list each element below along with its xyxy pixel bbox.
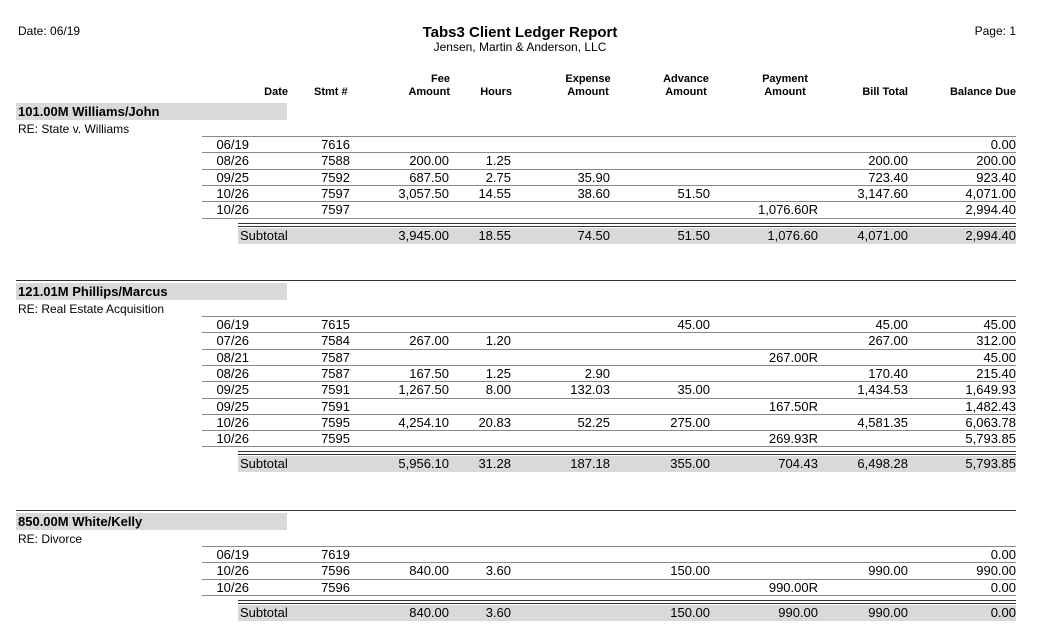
cell-bill: 990.00 [868,563,908,579]
subtotal-advance: 150.00 [670,604,710,620]
cell-balance: 312.00 [976,333,1016,349]
table-row [0,415,1040,431]
table-row [0,431,1040,447]
subtotal-rule [238,603,1016,604]
cell-balance: 45.00 [983,349,1016,365]
subtotal-row [0,228,1040,244]
cell-date: 08/26 [216,365,249,381]
cell-date: 10/26 [216,431,249,447]
table-row [0,350,1040,366]
cell-bill: 3,147.60 [857,185,908,201]
cell-date: 09/25 [216,398,249,414]
cell-expense: 38.60 [577,185,610,201]
cell-stmt: 7597 [321,185,350,201]
col-advance-header-2: Amount [665,86,707,98]
subtotal-advance: 355.00 [670,456,710,472]
cell-bill: 267.00 [868,333,908,349]
subtotal-label: Subtotal [240,227,288,243]
cell-fee: 687.50 [409,169,449,185]
client-separator-line [16,280,1016,281]
cell-date: 08/21 [216,349,249,365]
cell-fee: 167.50 [409,365,449,381]
cell-balance: 5,793.85 [965,431,1016,447]
subtotal-balance: 5,793.85 [965,456,1016,472]
cell-hours: 1.25 [485,153,511,169]
cell-hours: 3.60 [485,563,511,579]
cell-stmt: 7619 [321,547,350,562]
table-row [0,170,1040,186]
subtotal-fee: 5,956.10 [398,456,449,472]
cell-balance: 45.00 [983,317,1016,332]
table-row [0,186,1040,202]
cell-hours: 8.00 [485,382,511,398]
subtotal-payment: 704.43 [778,456,818,472]
table-row [0,580,1040,596]
cell-bill: 200.00 [868,153,908,169]
cell-balance: 990.00 [976,563,1016,579]
row-divider [202,595,1016,596]
cell-balance: 0.00 [990,547,1016,562]
cell-date: 10/26 [216,202,249,218]
cell-date: 08/26 [216,153,249,169]
cell-advance: 45.00 [677,317,710,332]
cell-stmt: 7595 [321,431,350,447]
subtotal-row [0,456,1040,472]
cell-payment: 269.93R [768,431,818,447]
cell-advance: 275.00 [670,414,710,430]
cell-balance: 215.40 [976,365,1016,381]
col-bill-total-header: Bill Total [862,86,908,98]
cell-bill: 170.40 [868,365,908,381]
subtotal-hours: 18.55 [478,227,511,243]
col-balance-due-header: Balance Due [949,86,1016,98]
cell-bill: 4,581.35 [857,414,908,430]
subtotal-payment: 1,076.60 [767,227,818,243]
table-row [0,547,1040,563]
col-advance-header-1: Advance [663,73,709,85]
cell-stmt: 7615 [321,317,350,332]
cell-stmt: 7587 [321,365,350,381]
table-row [0,137,1040,153]
table-row [0,202,1040,218]
subtotal-rule [238,223,1016,224]
cell-date: 06/19 [216,137,249,152]
subtotal-rule [238,451,1016,452]
subtotal-bill: 6,498.28 [857,456,908,472]
subtotal-balance: 2,994.40 [965,227,1016,243]
cell-hours: 1.20 [485,333,511,349]
client-matter: RE: Divorce [18,532,83,546]
cell-hours: 1.25 [485,365,511,381]
cell-fee: 267.00 [409,333,449,349]
client-name: 101.00M Williams/John [18,104,160,119]
col-date-header: Date [264,86,288,98]
col-fee-header-2: Amount [408,86,450,98]
cell-advance: 51.50 [677,185,710,201]
table-row [0,399,1040,415]
firm-name: Jensen, Martin & Anderson, LLC [433,40,607,54]
cell-date: 06/19 [216,317,249,332]
cell-payment: 267.00R [768,349,818,365]
cell-bill: 1,434.53 [857,382,908,398]
cell-balance: 2,994.40 [965,202,1016,218]
subtotal-rule [238,226,1016,227]
cell-stmt: 7592 [321,169,350,185]
col-payment-header-1: Payment [762,73,808,85]
subtotal-label: Subtotal [240,604,288,620]
cell-advance: 35.00 [677,382,710,398]
cell-fee: 3,057.50 [398,185,449,201]
cell-date: 10/26 [216,579,249,595]
cell-stmt: 7597 [321,202,350,218]
subtotal-rule [238,600,1016,601]
col-hours-header: Hours [480,86,512,98]
subtotal-fee: 3,945.00 [398,227,449,243]
cell-hours: 14.55 [478,185,511,201]
cell-bill: 723.40 [868,169,908,185]
cell-hours: 2.75 [485,169,511,185]
cell-balance: 6,063.78 [965,414,1016,430]
cell-stmt: 7591 [321,382,350,398]
cell-date: 10/26 [216,414,249,430]
cell-balance: 0.00 [990,579,1016,595]
cell-stmt: 7591 [321,398,350,414]
cell-payment: 167.50R [768,398,818,414]
subtotal-rule [238,454,1016,455]
cell-payment: 990.00R [768,579,818,595]
cell-stmt: 7616 [321,137,350,152]
cell-balance: 1,482.43 [965,398,1016,414]
col-stmt-header: Stmt # [314,86,348,98]
client-name: 121.01M Phillips/Marcus [18,284,168,299]
client-name: 850.00M White/Kelly [18,514,143,529]
subtotal-row [0,605,1040,621]
report-title: Tabs3 Client Ledger Report [422,24,618,41]
cell-advance: 150.00 [670,563,710,579]
cell-balance: 923.40 [976,169,1016,185]
table-row [0,563,1040,579]
col-expense-header-2: Amount [567,86,609,98]
cell-date: 10/26 [216,185,249,201]
row-divider [202,218,1016,219]
page-number: Page: 1 [974,24,1016,38]
cell-date: 10/26 [216,563,249,579]
col-fee-header-1: Fee [431,73,450,85]
cell-fee: 840.00 [409,563,449,579]
subtotal-expense: 187.18 [570,456,610,472]
cell-expense: 2.90 [584,365,610,381]
subtotal-bill: 990.00 [868,604,908,620]
cell-balance: 1,649.93 [965,382,1016,398]
table-row [0,333,1040,349]
subtotal-fee: 840.00 [409,604,449,620]
cell-date: 09/25 [216,169,249,185]
table-row [0,317,1040,333]
table-row [0,366,1040,382]
row-divider [202,446,1016,447]
cell-date: 07/26 [216,333,249,349]
subtotal-advance: 51.50 [677,227,710,243]
cell-hours: 20.83 [478,414,511,430]
cell-stmt: 7587 [321,349,350,365]
col-payment-header-2: Amount [764,86,806,98]
cell-balance: 0.00 [990,137,1016,152]
cell-balance: 4,071.00 [965,185,1016,201]
cell-stmt: 7595 [321,414,350,430]
client-matter: RE: State v. Williams [18,122,130,136]
cell-payment: 1,076.60R [758,202,818,218]
cell-fee: 4,254.10 [398,414,449,430]
subtotal-expense: 74.50 [577,227,610,243]
subtotal-hours: 3.60 [485,604,511,620]
cell-stmt: 7596 [321,579,350,595]
cell-stmt: 7596 [321,563,350,579]
subtotal-bill: 4,071.00 [857,227,908,243]
subtotal-payment: 990.00 [778,604,818,620]
cell-date: 06/19 [216,547,249,562]
cell-balance: 200.00 [976,153,1016,169]
cell-expense: 35.90 [577,169,610,185]
cell-stmt: 7588 [321,153,350,169]
subtotal-balance: 0.00 [990,604,1016,620]
subtotal-hours: 31.28 [478,456,511,472]
cell-fee: 1,267.50 [398,382,449,398]
subtotal-label: Subtotal [240,456,288,472]
cell-stmt: 7584 [321,333,350,349]
cell-expense: 132.03 [570,382,610,398]
cell-expense: 52.25 [577,414,610,430]
table-row [0,153,1040,169]
client-matter: RE: Real Estate Acquisition [18,302,165,316]
cell-date: 09/25 [216,382,249,398]
col-expense-header-1: Expense [565,73,611,85]
report-date: Date: 06/19 [18,24,81,38]
table-row [0,382,1040,398]
cell-fee: 200.00 [409,153,449,169]
cell-bill: 45.00 [875,317,908,332]
client-separator-line [16,510,1016,511]
